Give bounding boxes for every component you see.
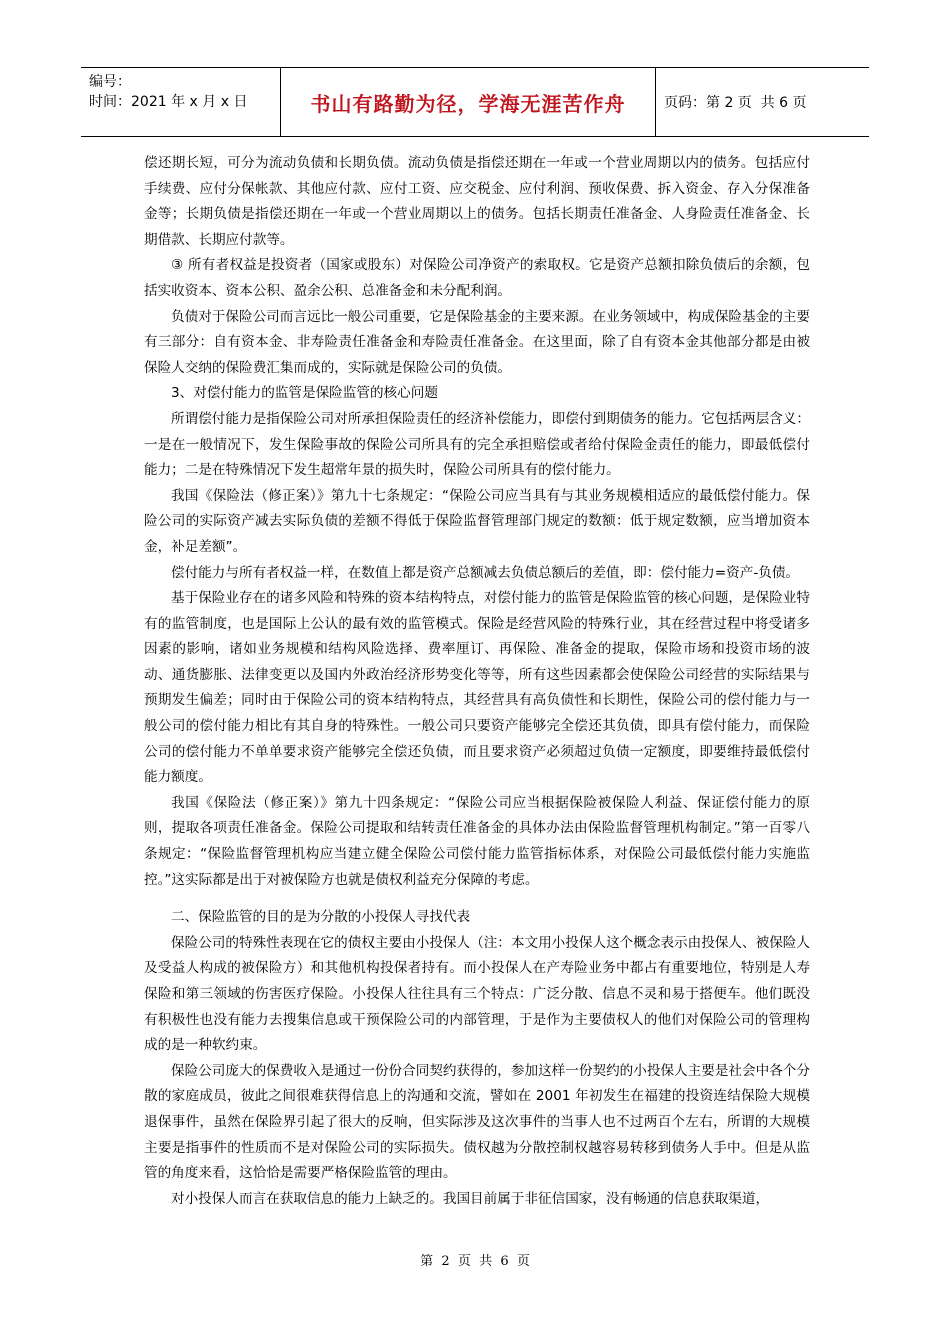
header-meta	[81, 68, 281, 136]
paragraph: 所谓偿付能力是指保险公司对所承担保险责任的经济补偿能力，即偿付到期债务的能力。它包括两层含义：一是在一般情况下，发生保险事故的保险公司所具有的完全承担赔偿或者给付保险金责任的能力，即最低偿付能力；二是在特殊情况下发生超常年景的损失时，保险公司所具有的偿付能力。	[144, 410, 810, 479]
page-header	[81, 67, 869, 137]
header-page-info: 页码：第 2 页 共 6 页	[664, 95, 807, 111]
header-motto: 书山有路勤为径，学海无涯苦作舟	[281, 68, 656, 136]
page-footer: 第 2 页 共 6 页	[420, 1254, 530, 1269]
document-body	[144, 151, 810, 1212]
paragraph: 基于保险业存在的诸多风险和特殊的资本结构特点，对偿付能力的监管是保险监管的核心问题，是保险业特有的监管制度，也是国际上公认的最有效的监管模式。保险是经营风险的特殊行业，其在经营过程中将受诸多因素的影响，诸如业务规模和结构风险选择、费率厘订、再保险、准备金的提取，保险市场和投资市场的波动、通货膨胀、法律变更以及国内外政治经济形势变化等等，所有这些因素都会使保险公司经营的实际结果与预期发生偏差；同时由于保险公司的资本结构特点，其经营具有高负债性和长期性，保险公司的偿付能力与一般公司的偿付能力相比有其自身的特殊性。一般公司只要资产能够完全偿还其负债，即具有偿付能力，而保险公司的偿付能力不单单要求资产能够完全偿还负债，而且要求资产必须超过负债一定额度，即要维持最低偿付能力额度。	[144, 590, 810, 786]
section-heading: 3、对偿付能力的监管是保险监管的核心问题	[171, 385, 438, 402]
paragraph: ③ 所有者权益是投资者（国家或股东）对保险公司净资产的索取权。它是资产总额扣除负债后的余额，包括实收资本、资本公积、盈余公积、总准备金和未分配利润。	[144, 257, 810, 299]
paragraph: 偿付能力与所有者权益一样，在数值上都是资产总额减去负债总额后的差值，即：偿付能力=资产-负债。	[171, 564, 800, 581]
section-heading: 二、保险监管的目的是为分散的小投保人寻找代表	[171, 909, 471, 926]
paragraph: 保险公司庞大的保费收入是通过一份份合同契约获得的，参加这样一份契约的小投保人主要是社会中各个分散的家庭成员，彼此之间很难获得信息上的沟通和交流，譬如在 2001 年初发生在福建的投资连结保险大规模退保事件，虽然在保险界引起了很大的反响，但实际涉及这次事件的当事人也不过两百个左右，所谓的大规模主要是指事件的性质而不是对保险公司的实际损失。债权越为分散控制权越容易转移到债务人手中。但是从监管的角度来看，这恰恰是需要严格保险监管的理由。	[144, 1062, 810, 1182]
paragraph: 我国《保险法（修正案）》第九十四条规定：“保险公司应当根据保险被保险人利益、保证偿付能力的原则，提取各项责任准备金。保险公司提取和结转责任准备金的具体办法由保险监督管理机构制定。”第一百零八条规定：“保险监督管理机构应当建立健全保险公司偿付能力监管指标体系，对保险公司最低偿付能力实施监控。”这实际都是出于对被保险方也就是债权利益充分保障的考虑。	[144, 794, 810, 888]
paragraph: 对小投保人而言在获取信息的能力上缺乏的。我国目前属于非征信国家，没有畅通的信息获取渠道，	[171, 1190, 770, 1207]
number-label: 编号：	[89, 74, 131, 90]
paragraph: 我国《保险法（修正案）》第九十七条规定：“保险公司应当具有与其业务规模相适应的最低偿付能力。保险公司的实际资产减去实际负债的差额不得低于保险监督管理部门规定的数额：低于规定数额，应当增加资本金，补足差额”。	[144, 487, 810, 555]
time-label: 时间：2021 年 x 月 x 日	[89, 94, 248, 110]
paragraph: 保险公司的特殊性表现在它的债权主要由小投保人（注：本文用小投保人这个概念表示由投保人、被保险人及受益人构成的被保险方）和其他机构投保者持有。而小投保人在产寿险业务中都占有重要地位，特别是人寿保险和第三领域的伤害医疗保险。小投保人往往具有三个特点：广泛分散、信息不灵和易于搭便车。他们既没有积极性也没有能力去搜集信息或干预保险公司的内部管理，于是作为主要债权人的他们对保险公司的管理构成的是一种软约束。	[144, 934, 810, 1054]
paragraph: 负债对于保险公司而言远比一般公司重要，它是保险基金的主要来源。在业务领域中，构成保险基金的主要有三部分：自有资本金、非寿险责任准备金和寿险责任准备金。在这里面，除了自有资本金其他部分都是由被保险人交纳的保险费汇集而成的，实际就是保险公司的负债。	[144, 308, 810, 376]
paragraph: 偿还期长短，可分为流动负债和长期负债。流动负债是指偿还期在一年或一个营业周期以内的债务。包括应付手续费、应付分保帐款、其他应付款、应付工资、应交税金、应付利润、预收保费、拆入资金、存入分保准备金等；长期负债是指偿还期在一年或一个营业周期以上的债务。包括长期责任准备金、人身险责任准备金、长期借款、长期应付款等。	[144, 155, 810, 248]
